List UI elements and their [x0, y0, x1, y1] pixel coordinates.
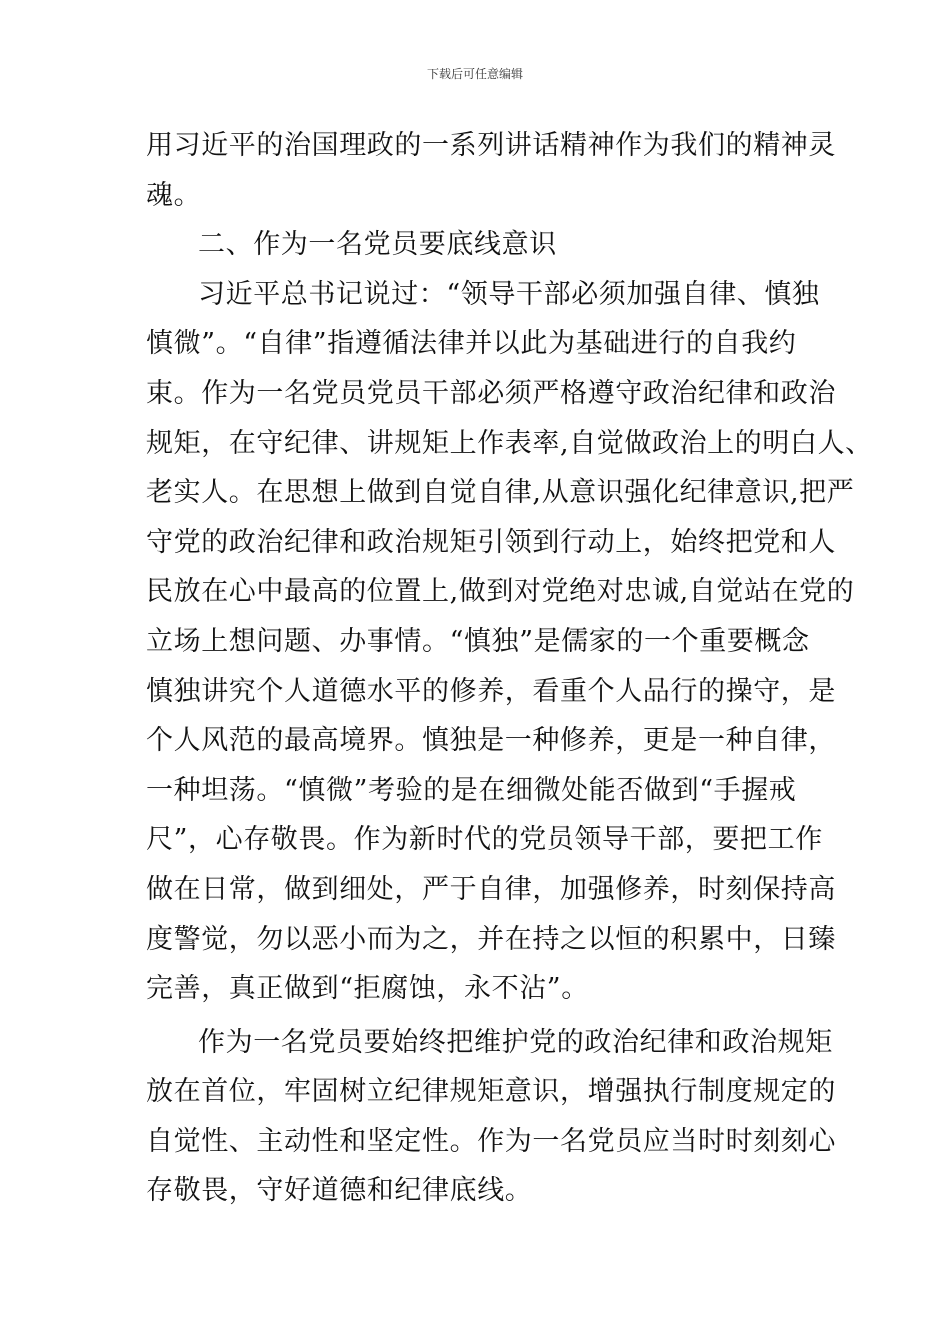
- text-line: 个人风范的最高境界。慎独是一种修养，更是一种自律，: [146, 725, 836, 757]
- text-line: 慎独讲究个人道德水平的修养，看重个人品行的操守，是: [146, 675, 836, 707]
- text-line: 用习近平的治国理政的一系列讲话精神作为我们的精神灵: [146, 130, 836, 161]
- text-line: 立场上想问题、办事情。“慎独”是儒家的一个重要概念: [146, 625, 810, 657]
- section-heading: 二、作为一名党员要底线意识: [198, 229, 557, 261]
- text-line: 民放在心中最高的位置上,做到对党绝对忠诚,自觉站在党的: [146, 576, 855, 608]
- text-line: 束。作为一名党员党员干部必须严格遵守政治纪律和政治: [146, 377, 836, 409]
- text-line: 自觉性、主动性和坚定性。作为一名党员应当时时刻刻心: [146, 1125, 836, 1157]
- text-line: 一种坦荡。“慎微”考验的是在细微处能否做到“手握戒: [146, 774, 797, 806]
- text-line: 守党的政治纪律和政治规矩引领到行动上，始终把党和人: [146, 526, 836, 558]
- text-line: 存敬畏，守好道德和纪律底线。: [146, 1175, 533, 1207]
- document-body: [146, 121, 873, 1216]
- text-line: 作为一名党员要始终把维护党的政治纪律和政治规矩: [198, 1026, 833, 1058]
- text-line: 尺”，心存敬畏。作为新时代的党员领导干部，要把工作: [146, 824, 823, 856]
- text-line: 老实人。在思想上做到自觉自律,从意识强化纪律意识,把严: [146, 477, 855, 509]
- text-line: 做在日常，做到细处，严于自律，加强修养，时刻保持高: [146, 873, 836, 905]
- text-line: 放在首位，牢固树立纪律规矩意识，增强执行制度规定的: [146, 1076, 836, 1108]
- text-line: 完善，真正做到“拒腐蚀，永不沾”。: [146, 973, 589, 1005]
- page-header: 下载后可任意编辑: [426, 67, 523, 81]
- text-line: 规矩，在守纪律、讲规矩上作表率,自觉做政治上的明白人、: [146, 427, 873, 459]
- text-line: 习近平总书记说过：“领导干部必须加强自律、慎独: [198, 278, 820, 310]
- text-line: 度警觉，勿以恶小而为之，并在持之以恒的积累中，日臻: [146, 923, 836, 955]
- text-line: 魂。: [146, 179, 202, 211]
- text-line: 慎微”。“自律”指遵循法律并以此为基础进行的自我约: [146, 328, 797, 360]
